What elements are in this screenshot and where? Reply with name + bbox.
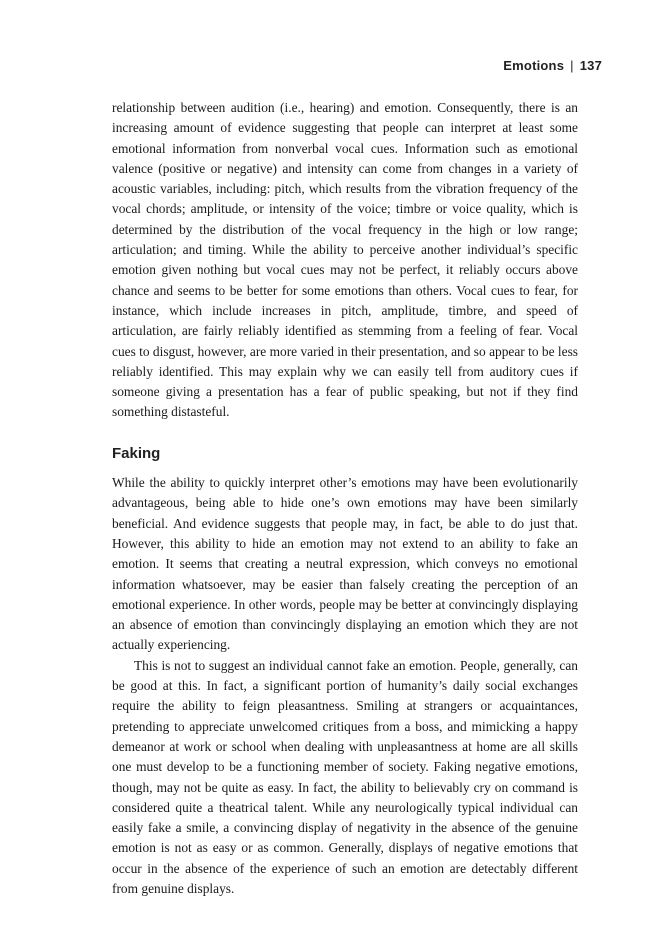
paragraph: This is not to suggest an individual cannot fake an emotion. People, generally, can be good at this. In fact, a significant portion of humanity’s daily social exchanges require the ability to feign pleasantness. Smiling at strangers or acquaintances, pretending to appreciate unwelcomed critiques from a boss, and mimicking a happy demeanor at work or school when dealing with unpleasantness at home are all skills one must develop to be a functioning member of society. Faking negative emotions, though, may not be quite as easy. In fact, the ability to believably cry on command is considered quite a theatrical talent. While any neurologically typical individual can easily fake a smile, a convincing display of negativity in the absence of the genuine emotion is not as easy or as common. Generally, displays of negative emotions that occur in the absence of the experience of such an emotion are detectably different from genuine displays. bbox=[112, 657, 578, 896]
running-head bbox=[503, 58, 602, 73]
running-head-section: Emotions bbox=[503, 58, 565, 73]
running-head-separator: | bbox=[570, 58, 574, 73]
page-number: 137 bbox=[579, 58, 602, 73]
section-heading: Faking bbox=[112, 444, 161, 462]
body-text bbox=[112, 98, 578, 899]
paragraph-continued: relationship between audition (i.e., hearing) and emotion. Consequently, there is an increasing amount of evidence suggesting that people can interpret at least some emotional information from nonverbal vocal cues. Information such as emotional valence (positive or negative) and intensity can come from changes in a variety of acoustic variables, including: pitch, which results from the vibration frequency of the vocal chords; amplitude, or intensity of the voice; timbre or voice quality, which is determined by the distribution of the vocal frequency in the high or low range; articulation; and timing. While the ability to perceive another individual’s specific emotion given nothing but vocal cues may not be perfect, it reliably occurs above chance and seems to be better for some emotions than others. Vocal cues to fear, for instance, which include increases in pitch, amplitude, timbre, and speed of articulation, are fairly reliably identified as stemming from a feeling of fear. Vocal cues to disgust, however, are more varied in their presentation, and so appear to be less reliably identified. This may explain why we can easily tell from auditory cues if someone giving a presentation has a fear of public speaking, but not if they find something distasteful. bbox=[112, 100, 578, 420]
paragraph: While the ability to quickly interpret other’s emotions may have been evolutionarily advantageous, being able to hide one’s own emotions may have been similarly beneficial. And evidence suggests that people may, in fact, be able to do just that. However, this ability to hide an emotion may not extend to an ability to fake an emotion. It seems that creating a neutral expression, which conveys no emotional information whatsoever, may be easier than falsely creating the perception of an emotional experience. In other words, people may be better at convincingly displaying an absence of emotion than convincingly displaying an emotion which they are not actually experiencing. bbox=[112, 475, 578, 653]
